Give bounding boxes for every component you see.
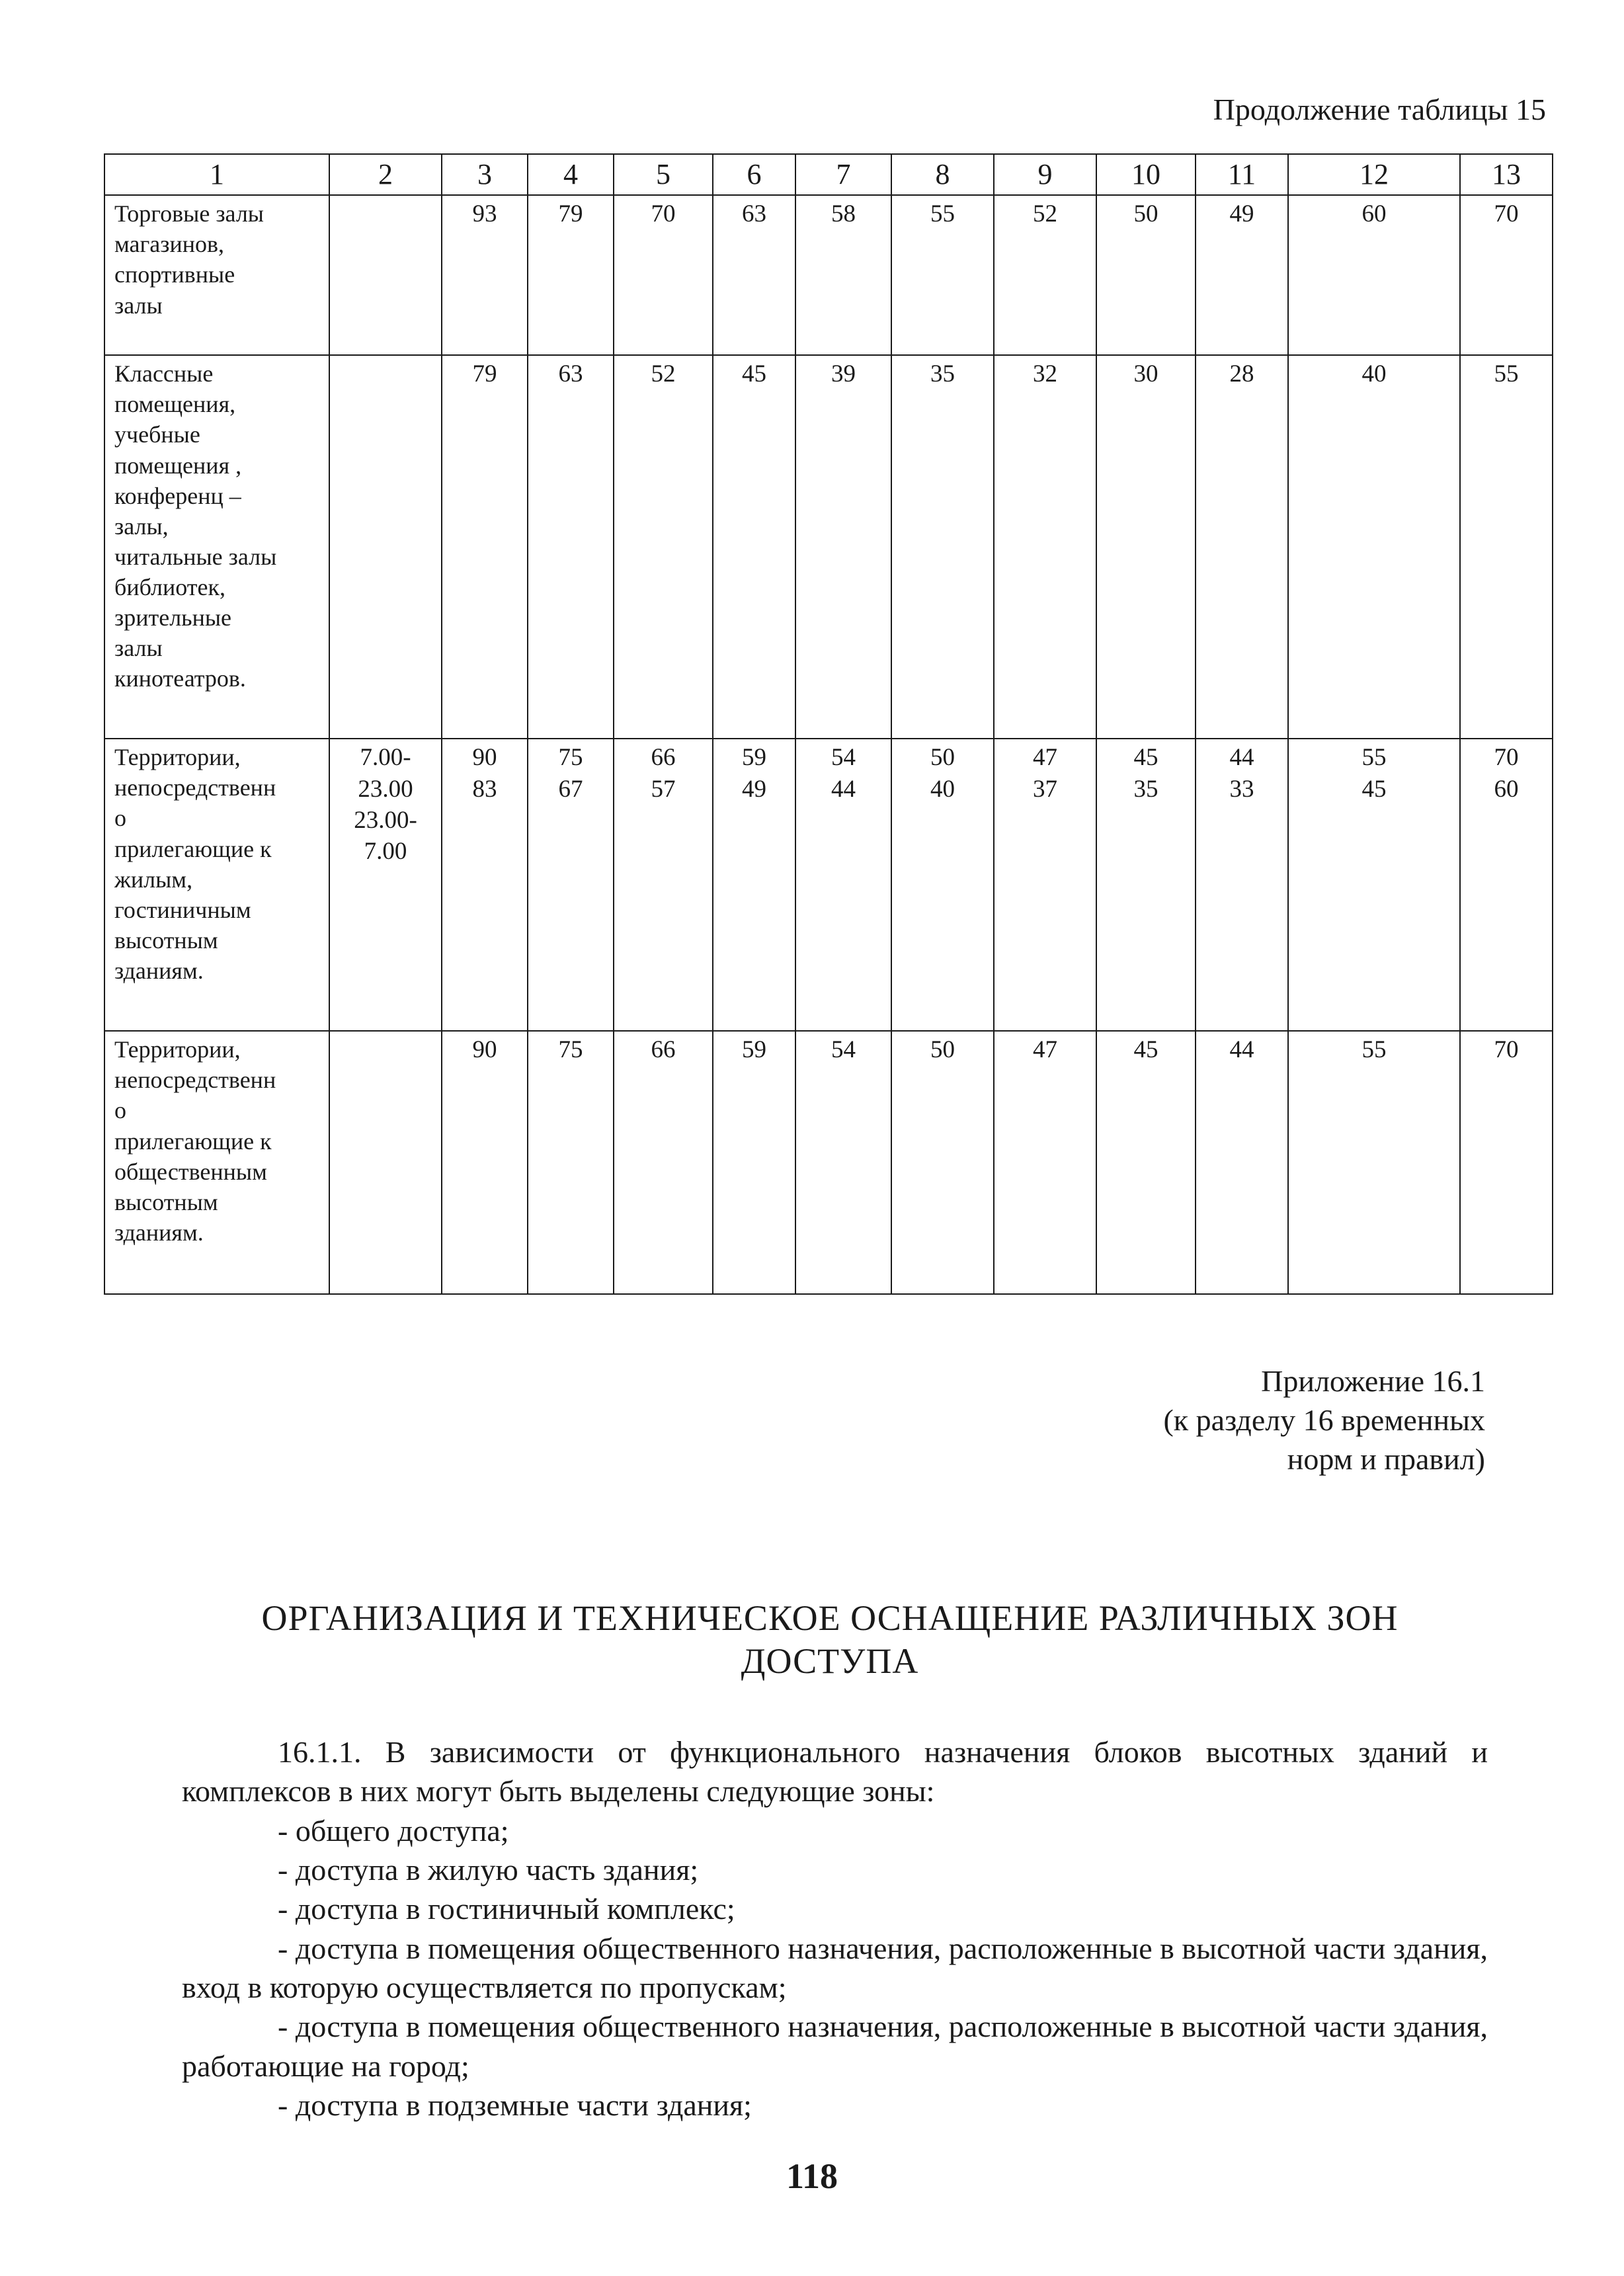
value-cell bbox=[442, 355, 528, 739]
value-cell bbox=[891, 1031, 994, 1294]
value-cell-line: 60 bbox=[1361, 200, 1387, 228]
value-cell-line: 44 bbox=[1229, 744, 1254, 772]
value-cell bbox=[795, 739, 891, 1031]
row-label-cell-line: залы bbox=[114, 292, 163, 319]
row-label-cell-line: конференц – bbox=[114, 482, 241, 509]
value-cell-line: 47 bbox=[1033, 744, 1057, 772]
row-label-cell-line: залы bbox=[114, 635, 163, 662]
value-cell-line: 55 bbox=[1494, 360, 1519, 388]
value-cell-line: 66 bbox=[651, 744, 676, 772]
row-label-cell bbox=[104, 1031, 329, 1294]
list-item: - доступа в подземные части здания; bbox=[278, 2088, 752, 2122]
value-cell bbox=[442, 739, 528, 1031]
value-cell bbox=[1288, 1031, 1460, 1294]
value-cell bbox=[614, 195, 713, 355]
row-label-cell-line: кинотеатров. bbox=[114, 665, 246, 692]
table-continuation-caption: Продолжение таблицы 15 bbox=[1213, 93, 1546, 126]
value-cell bbox=[891, 355, 994, 739]
value-cell bbox=[795, 1031, 891, 1294]
row-label-cell-line: Классные bbox=[114, 360, 214, 387]
row-label-cell-line: непосредственн bbox=[114, 774, 276, 801]
value-cell bbox=[1096, 195, 1196, 355]
value-cell-line: 45 bbox=[1361, 775, 1387, 803]
list-item: - доступа в жилую часть здания; bbox=[278, 1852, 699, 1887]
row-label-cell-line: спортивные bbox=[114, 261, 235, 288]
value-cell bbox=[1196, 355, 1288, 739]
appendix-line: Приложение 16.1 bbox=[1261, 1364, 1485, 1398]
value-cell-line: 44 bbox=[1229, 1036, 1254, 1064]
value-cell-line: 70 bbox=[1494, 200, 1519, 228]
value-cell bbox=[442, 195, 528, 355]
value-cell bbox=[614, 739, 713, 1031]
row-label-cell-line: общественным bbox=[114, 1158, 267, 1185]
value-cell bbox=[442, 1031, 528, 1294]
row-label-cell bbox=[104, 355, 329, 739]
value-cell-line: 59 bbox=[742, 1036, 766, 1064]
row-label-cell-line: непосредственн bbox=[114, 1067, 276, 1094]
value-cell bbox=[994, 355, 1096, 739]
row-label-cell-line: помещения, bbox=[114, 391, 236, 418]
value-cell-line: 52 bbox=[651, 360, 676, 388]
value-cell-line: 55 bbox=[1361, 744, 1387, 772]
value-cell-line: 90 bbox=[472, 1036, 497, 1064]
table-body bbox=[104, 195, 1553, 1294]
value-cell-line: 40 bbox=[1361, 360, 1387, 388]
row-label-cell bbox=[104, 739, 329, 1031]
value-cell bbox=[713, 1031, 795, 1294]
value-cell bbox=[614, 355, 713, 739]
value-cell-line: 83 bbox=[472, 775, 497, 803]
value-cell bbox=[528, 195, 614, 355]
table-row bbox=[104, 1031, 1553, 1294]
column-header: 9 bbox=[994, 154, 1096, 195]
value-cell bbox=[713, 739, 795, 1031]
time-period-cell bbox=[329, 1031, 442, 1294]
row-label-cell-line: прилегающие к bbox=[114, 1127, 272, 1155]
value-cell bbox=[1460, 195, 1553, 355]
value-cell-line: 79 bbox=[558, 200, 583, 228]
column-header: 3 bbox=[442, 154, 528, 195]
value-cell-line: 47 bbox=[1033, 1036, 1057, 1064]
value-cell-line: 67 bbox=[558, 775, 583, 803]
value-cell bbox=[994, 1031, 1096, 1294]
value-cell-line: 70 bbox=[1494, 1036, 1519, 1064]
value-cell-line: 37 bbox=[1033, 775, 1057, 803]
value-cell bbox=[1196, 739, 1288, 1031]
value-cell-line: 39 bbox=[831, 360, 856, 388]
value-cell bbox=[1096, 739, 1196, 1031]
section-title bbox=[159, 1597, 1501, 1683]
noise-levels-table bbox=[104, 153, 1553, 1295]
row-label-cell-line: высотным bbox=[114, 926, 218, 954]
value-cell-line: 45 bbox=[742, 360, 766, 388]
value-cell-line: 54 bbox=[831, 744, 856, 772]
section-title-line: ДОСТУПА bbox=[741, 1641, 919, 1681]
row-label-cell-line: помещения , bbox=[114, 452, 242, 479]
column-header: 1 bbox=[104, 154, 329, 195]
value-cell bbox=[1288, 195, 1460, 355]
column-header: 11 bbox=[1196, 154, 1288, 195]
value-cell bbox=[614, 1031, 713, 1294]
time-period-cell-line: 7.00- bbox=[360, 744, 411, 772]
column-header: 12 bbox=[1288, 154, 1460, 195]
value-cell bbox=[1196, 1031, 1288, 1294]
appendix-line: (к разделу 16 временных bbox=[1163, 1402, 1485, 1437]
table-row bbox=[104, 195, 1553, 355]
list-item: - общего доступа; bbox=[278, 1813, 509, 1848]
intro-paragraph: 16.1.1. В зависимости от функционального назначения блоков высотных зданий и комплексов в них могут быть выделены следующие зоны: bbox=[182, 1735, 1488, 1809]
value-cell-line: 49 bbox=[742, 775, 766, 803]
value-cell-line: 33 bbox=[1229, 775, 1254, 803]
column-header: 5 bbox=[614, 154, 713, 195]
value-cell bbox=[891, 739, 994, 1031]
value-cell-line: 63 bbox=[742, 200, 766, 228]
value-cell bbox=[1096, 1031, 1196, 1294]
value-cell bbox=[795, 355, 891, 739]
row-label-cell-line: зданиям. bbox=[114, 1219, 204, 1246]
table-header-row bbox=[104, 154, 1553, 195]
value-cell-line: 63 bbox=[558, 360, 583, 388]
value-cell-line: 52 bbox=[1033, 200, 1057, 228]
value-cell-line: 75 bbox=[558, 744, 583, 772]
value-cell bbox=[528, 739, 614, 1031]
row-label-cell-line: библиотек, bbox=[114, 573, 225, 600]
value-cell-line: 70 bbox=[651, 200, 676, 228]
value-cell bbox=[1096, 355, 1196, 739]
value-cell-line: 90 bbox=[472, 744, 497, 772]
column-header: 13 bbox=[1460, 154, 1553, 195]
section-title-line: ОРГАНИЗАЦИЯ И ТЕХНИЧЕСКОЕ ОСНАЩЕНИЕ РАЗЛИЧНЫХ ЗОН bbox=[261, 1598, 1399, 1638]
column-header: 6 bbox=[713, 154, 795, 195]
row-label-cell bbox=[104, 195, 329, 355]
time-period-cell-line: 7.00 bbox=[364, 838, 407, 866]
row-label-cell-line: зданиям. bbox=[114, 957, 204, 984]
row-label-cell-line: зрительные bbox=[114, 604, 232, 631]
value-cell-line: 50 bbox=[1133, 200, 1158, 228]
value-cell-line: 35 bbox=[930, 360, 955, 388]
value-cell bbox=[713, 195, 795, 355]
appendix-reference bbox=[1022, 1362, 1485, 1479]
value-cell-line: 66 bbox=[651, 1036, 676, 1064]
value-cell bbox=[528, 1031, 614, 1294]
value-cell-line: 59 bbox=[742, 744, 766, 772]
value-cell bbox=[1288, 739, 1460, 1031]
value-cell-line: 45 bbox=[1133, 744, 1158, 772]
value-cell bbox=[1196, 195, 1288, 355]
value-cell-line: 58 bbox=[831, 200, 856, 228]
time-period-cell bbox=[329, 195, 442, 355]
column-header: 4 bbox=[528, 154, 614, 195]
section-body bbox=[182, 1732, 1488, 2125]
table-row bbox=[104, 355, 1553, 739]
value-cell bbox=[1460, 355, 1553, 739]
value-cell-line: 32 bbox=[1033, 360, 1057, 388]
value-cell bbox=[1288, 355, 1460, 739]
value-cell-line: 60 bbox=[1494, 775, 1519, 803]
row-label-cell-line: залы, bbox=[114, 512, 169, 540]
row-label-cell-line: жилым, bbox=[114, 866, 193, 893]
list-item: - доступа в помещения общественного назначения, расположенные в высотной части здания, работающие на город; bbox=[182, 2010, 1488, 2083]
row-label-cell-line: о bbox=[114, 805, 126, 832]
row-label-cell-line: Территории, bbox=[114, 744, 241, 771]
value-cell bbox=[994, 739, 1096, 1031]
time-period-cell bbox=[329, 739, 442, 1031]
value-cell bbox=[795, 195, 891, 355]
appendix-line: норм и правил) bbox=[1287, 1442, 1485, 1476]
row-label-cell-line: гостиничным bbox=[114, 896, 251, 923]
row-label-cell-line: о bbox=[114, 1097, 126, 1124]
list-item: - доступа в помещения общественного назначения, расположенные в высотной части здания, вход в которую осуществляется по пропускам; bbox=[182, 1931, 1488, 2004]
value-cell-line: 70 bbox=[1494, 744, 1519, 772]
row-label-cell-line: прилегающие к bbox=[114, 835, 272, 862]
value-cell-line: 35 bbox=[1133, 775, 1158, 803]
value-cell bbox=[1460, 1031, 1553, 1294]
value-cell-line: 75 bbox=[558, 1036, 583, 1064]
value-cell bbox=[994, 195, 1096, 355]
value-cell-line: 93 bbox=[472, 200, 497, 228]
column-header: 10 bbox=[1096, 154, 1196, 195]
time-period-cell bbox=[329, 355, 442, 739]
row-label-cell-line: высотным bbox=[114, 1188, 218, 1215]
row-label-cell-line: учебные bbox=[114, 421, 200, 448]
value-cell-line: 40 bbox=[930, 775, 955, 803]
value-cell-line: 44 bbox=[831, 775, 856, 803]
column-header: 2 bbox=[329, 154, 442, 195]
value-cell-line: 79 bbox=[472, 360, 497, 388]
row-label-cell-line: магазинов, bbox=[114, 231, 225, 258]
value-cell bbox=[1460, 739, 1553, 1031]
page-number: 118 bbox=[786, 2156, 838, 2196]
value-cell-line: 45 bbox=[1133, 1036, 1158, 1064]
value-cell-line: 54 bbox=[831, 1036, 856, 1064]
table-row bbox=[104, 739, 1553, 1031]
time-period-cell-line: 23.00- bbox=[354, 807, 417, 834]
list-item: - доступа в гостиничный комплекс; bbox=[278, 1892, 735, 1926]
value-cell-line: 50 bbox=[930, 744, 955, 772]
value-cell-line: 28 bbox=[1229, 360, 1254, 388]
value-cell bbox=[713, 355, 795, 739]
value-cell-line: 57 bbox=[651, 775, 676, 803]
time-period-cell-line: 23.00 bbox=[358, 775, 413, 803]
value-cell bbox=[891, 195, 994, 355]
value-cell-line: 55 bbox=[930, 200, 955, 228]
column-header: 7 bbox=[795, 154, 891, 195]
row-label-cell-line: Территории, bbox=[114, 1036, 241, 1063]
row-label-cell-line: Торговые залы bbox=[114, 200, 264, 227]
column-header: 8 bbox=[891, 154, 994, 195]
value-cell-line: 50 bbox=[930, 1036, 955, 1064]
value-cell-line: 49 bbox=[1229, 200, 1254, 228]
row-label-cell-line: читальные залы bbox=[114, 543, 277, 570]
value-cell bbox=[528, 355, 614, 739]
value-cell-line: 30 bbox=[1133, 360, 1158, 388]
value-cell-line: 55 bbox=[1361, 1036, 1387, 1064]
